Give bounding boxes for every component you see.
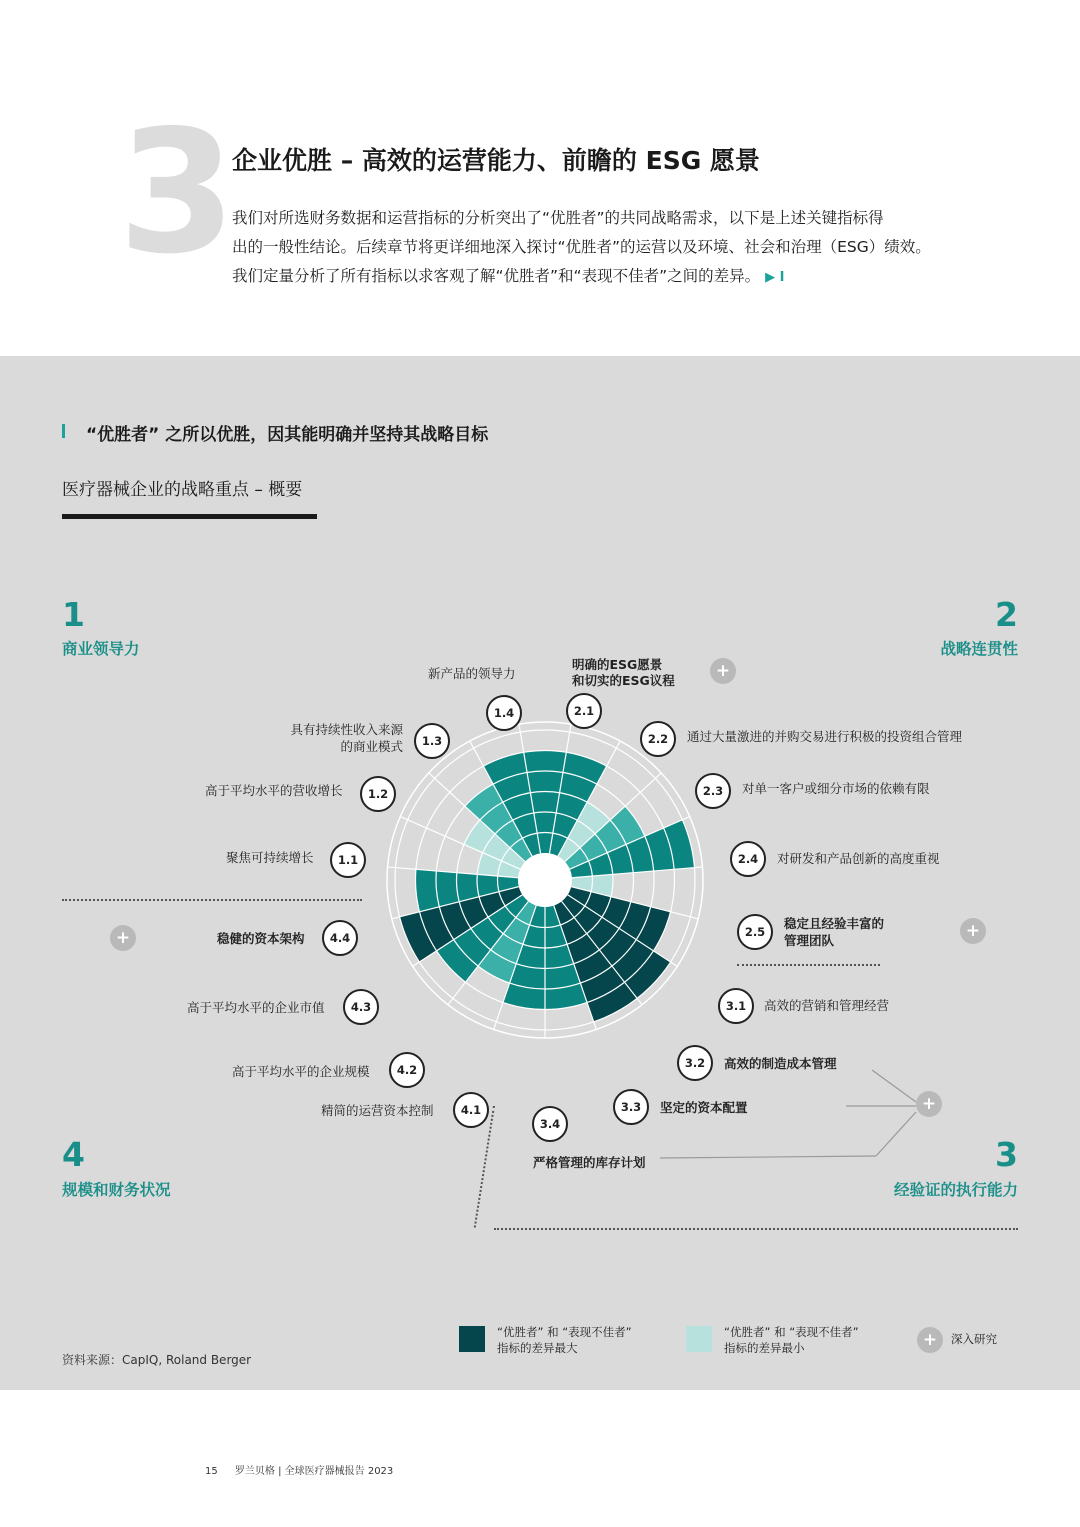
quadrant-4-label: 规模和财务状况 (62, 1181, 171, 1199)
label-3-4: 严格管理的库存计划 (533, 1155, 646, 1170)
label-2-1-line-1: 明确的ESG愿景 (572, 657, 663, 672)
label-3-1: 高效的营销和管理经营 (764, 998, 890, 1013)
divider-line-left (62, 899, 362, 901)
divider-line-bottom (494, 1228, 1018, 1230)
label-3-3: 坚定的资本配置 (660, 1100, 748, 1115)
legend-swatch-min (686, 1326, 712, 1352)
quadrant-2-number: 2 (995, 595, 1018, 634)
badge-2-3[interactable]: 2.3 (695, 773, 731, 809)
label-1-2: 高于平均水平的营收增长 (205, 783, 343, 798)
section-subtitle: “优胜者” 之所以优胜，因其能明确并坚持其战略目标 (86, 425, 489, 445)
label-4-2: 高于平均水平的企业规模 (232, 1064, 370, 1079)
deep-dive-plus-icon-3[interactable]: + (916, 1091, 942, 1117)
intro-line-3-text: 我们定量分析了所有指标以求客观了解“优胜者”和“表现不佳者”之间的差异。 (232, 267, 761, 285)
legend-plus-icon: + (917, 1327, 943, 1353)
label-1-3-line-2: 的商业模式 (340, 739, 403, 754)
quadrant-4-number: 4 (62, 1135, 85, 1174)
intro-line-3 (232, 264, 784, 286)
badge-4-1[interactable]: 4.1 (453, 1092, 489, 1128)
quadrant-1-label: 商业领导力 (62, 640, 140, 658)
badge-1-2[interactable]: 1.2 (360, 776, 396, 812)
badge-4-4[interactable]: 4.4 (322, 920, 358, 956)
badge-1-1[interactable]: 1.1 (330, 842, 366, 878)
badge-3-4[interactable]: 3.4 (532, 1106, 568, 1142)
label-2-1-line-2: 和切实的ESG议程 (572, 673, 675, 688)
badge-1-3[interactable]: 1.3 (414, 723, 450, 759)
badge-1-4[interactable]: 1.4 (486, 695, 522, 731)
deep-dive-plus-icon-4[interactable]: + (110, 925, 136, 951)
legend-min-line-1: “优胜者” 和 “表现不佳者” (724, 1325, 859, 1339)
quadrant-3-number: 3 (995, 1135, 1018, 1174)
deep-dive-plus-icon-2-5[interactable]: + (960, 918, 986, 944)
label-1-4: 新产品的领导力 (428, 666, 516, 681)
badge-2-4[interactable]: 2.4 (730, 841, 766, 877)
footer-text: 罗兰贝格 | 全球医疗器械报告 2023 (234, 1466, 394, 1477)
title-rule (62, 514, 317, 519)
quadrant-1-number: 1 (62, 595, 85, 634)
legend-min-line-2: 指标的差异最小 (724, 1341, 805, 1355)
radial-hub (518, 853, 572, 907)
label-2-5-line-1: 稳定且经验丰富的 (784, 916, 885, 931)
source-note: 资料来源：CapIQ, Roland Berger (62, 1353, 252, 1367)
legend-max-line-2: 指标的差异最大 (497, 1341, 578, 1355)
badge-2-1[interactable]: 2.1 (566, 693, 602, 729)
badge-3-3[interactable]: 3.3 (613, 1089, 649, 1125)
badge-3-2[interactable]: 3.2 (677, 1045, 713, 1081)
label-4-1: 精简的运营资本控制 (321, 1103, 434, 1118)
label-4-3: 高于平均水平的企业市值 (187, 1000, 325, 1015)
badge-4-3[interactable]: 4.3 (343, 989, 379, 1025)
badge-2-5[interactable]: 2.5 (737, 914, 773, 950)
label-1-3-line-1: 具有持续性收入来源 (290, 722, 403, 737)
intro-line-1: 我们对所选财务数据和运营指标的分析突出了“优胜者”的共同战略需求，以下是上述关键指标得 (232, 209, 884, 227)
quadrant-3-label: 经验证的执行能力 (893, 1181, 1018, 1199)
page-heading: 企业优胜 – 高效的运营能力、前瞻的 ESG 愿景 (232, 146, 760, 175)
legend-deep-dive: 深入研究 (951, 1332, 997, 1346)
quadrant-2-label: 战略连贯性 (940, 640, 1018, 658)
label-2-2: 通过大量激进的并购交易进行积极的投资组合管理 (687, 729, 963, 744)
label-2-4: 对研发和产品创新的高度重视 (777, 851, 940, 866)
label-3-2: 高效的制造成本管理 (724, 1056, 837, 1071)
label-4-4: 稳健的资本架构 (217, 931, 305, 946)
deep-dive-plus-icon-2-1[interactable]: + (710, 658, 736, 684)
label-1-1: 聚焦可持续增长 (226, 850, 314, 865)
intro-line-2: 出的一般性结论。后续章节将更详细地深入探讨“优胜者”的运营以及环境、社会和治理（ESG）绩效。 (232, 238, 931, 256)
play-marker-icon[interactable]: ▶ I (765, 270, 785, 285)
badge-4-2[interactable]: 4.2 (389, 1052, 425, 1088)
radial-chart (380, 715, 710, 1045)
subtitle-accent-bar (62, 424, 65, 438)
badge-2-2[interactable]: 2.2 (640, 721, 676, 757)
section-number: 3 (118, 94, 233, 292)
page-footer (205, 1462, 393, 1477)
chart-title: 医疗器械企业的战略重点 – 概要 (62, 480, 303, 500)
badge-3-1[interactable]: 3.1 (718, 988, 754, 1024)
legend-swatch-max (459, 1326, 485, 1352)
page-number: 15 (205, 1466, 218, 1477)
label-2-3: 对单一客户或细分市场的依赖有限 (742, 781, 930, 796)
divider-line-right (737, 964, 880, 966)
legend-max-line-1: “优胜者” 和 “表现不佳者” (497, 1325, 632, 1339)
label-2-5-line-2: 管理团队 (784, 933, 835, 948)
